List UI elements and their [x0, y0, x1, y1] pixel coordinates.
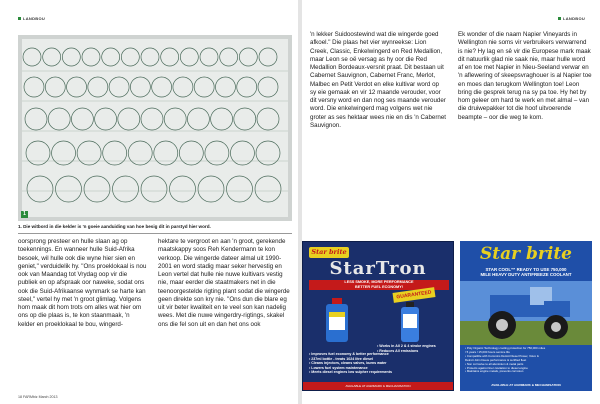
article-column-4 [458, 31, 592, 122]
section-tag: LANDBOU [18, 16, 45, 21]
article-column-1 [18, 238, 148, 329]
ad-footer: AVAILABLE AT AGRIMARK & MECHANISATION [303, 382, 453, 390]
ad-bullet: Detroit John Deere performance & certified fleet [465, 357, 527, 362]
ad-bullet: / 5 years / 15,000 hours service life [465, 349, 510, 354]
ad-availability: AVAILABLE AT AGRIMARK & MECHANISATION [491, 383, 561, 387]
divider [18, 233, 292, 234]
article-text: oorsprong presteer en hulle slaan ag op toekennings. En wanneer hulle Suid-Afrika besoek, wil hulle ook die wyne hier sien en geniet," verduidelik hy. "Ons proeklokaal is nou ook van Maandag tot Vrydag oop vir die publiek en op afspraak oor naweke, sodat ons ook die Suid-Afrikaanse wynmark se harte kan steel," vertel hy met 'n groot glimlag. Volgens hom maak dit hom trots om alles wat hier om ons op die plaas is, te kon staanmaak, 'n kelder en proeklokaal te bou, wingerd- [18, 238, 147, 328]
section-tag: LANDBOU [558, 16, 585, 21]
ad-benefit: • Meets diesel engines low sulpher requirements [309, 370, 392, 375]
bottle-icon [323, 298, 351, 342]
ad-tagline: LESS SMOKE, MORE PERFORMANCE BETTER FUEL ECONOMY! [309, 280, 449, 290]
star-brite-logo: Star brite [480, 244, 572, 264]
article-text: Ek wonder of die naam Napier Vineyards in Wellington nie soms vir verbruikers verwarrend is nie? Hy lag en sê vir die Europese mark maak dit natuurlik glad nie saak nie, maar hulle word af en toe met Napier in Nieu-Seeland verwar en 'n aflewering of skeepsvraghouer is al Napier toe en moes dan terugkom Wellington toe! Leon bring die gesprek terug na sy pa toe. Hy het by hom geleer om hard te werk en met almal – van die druiwepakker tot die hoof uitvoerende beampte – oor die weg te kom. [458, 31, 592, 121]
ad-works-text: • Works in All 2 & 4 stroke engines • Reduces All emissions [377, 344, 436, 353]
article-text: 'n lekker Suidoostewind wat die wingerde goed afkoel." Die plaas het vier wynreekse: Lion Creek, Classic, Enkelwingerd en Red Medallion, maar Leon se oë versag as hy oor die Red Medallion Bordeaux-versnit praat. Dit bestaan uit Cabernet Sauvignon, Cabernet Franc, Merlot, Malbec en Petit Verdot en elke kultivar word op sy eie gemaak en vir 12 maande verouder, voor dit versny word en dan nog ses maande verouder word. Die enkelwingerd mag volgens wet nie groter as ses hektaar wees nie en dis 'n Cabernet Sauvignon. [310, 31, 447, 129]
ad-benefit: • 237ml bottle - treats 1024 litre diesel [309, 356, 373, 361]
star-brite-logo: Star brite [309, 247, 349, 258]
ad-benefits-list [309, 352, 449, 375]
cellar-whiteboard-photo [18, 35, 292, 221]
article-text: hektare te vergroot en aan 'n groot, gerekende maatskappy soos Reh Kendermann te kon verkoop. Die wingerde dateer almal uit 1990-2001 en word stadig maar seker hervestig en Leon vertel dat hulle nie nuwe kultivars vestig nie, maar eerder die staatmakers net in die teenoorgestelde rigting plant sodat die wingerde geen direkte son kry nie. "Ons dun die blare eg uit vir beter kwaliteit en te veel son kan nadelig wees. Met die nuwe wingerdry-rigtings, skakel ons die fel son uit en dan het ons ook [158, 238, 290, 328]
ad-headline: STAR COOL™ READY TO USE 750,000 MILE HEAVY DUTY ANTIFREEZE COOLANT [480, 267, 572, 278]
tractor-icon [460, 281, 592, 345]
left-page [0, 0, 298, 404]
whiteboard-image [18, 35, 292, 221]
photo-number-badge: 1 [21, 211, 28, 218]
ad-benefit: • Cleans injectors, cleans valves, burns water [309, 361, 387, 366]
guaranteed-badge: GUARANTEED [393, 287, 436, 303]
ad-bullet: • Maintains engine metals, prevents corrosion [465, 369, 524, 374]
ad-bullets [465, 347, 587, 374]
startron-advertisement[interactable] [302, 241, 454, 391]
article-column-3 [310, 31, 446, 130]
startron-wordmark: StarTron [329, 258, 427, 279]
article-column-2 [158, 238, 290, 329]
page-folio: 18 FARMbiz March 2013 [18, 395, 58, 399]
photo-caption: 1. Die witbord in die kelder is 'n goeie aanduiding van hoe besig dit in parstyd hier word. [18, 224, 211, 229]
ad-bullet: • Protects against liner cavitation to diesel engine [465, 365, 528, 370]
ad-bullet: • Non corrosive to all aluminium & metal parts [465, 361, 524, 366]
ad-bullet: • Poly Organic Technology cooling protection for 750,000 miles [465, 346, 546, 350]
ad-benefit: • Lowers fuel system maintenance [309, 365, 368, 370]
ad-bullet: • Compatible with Cummins Detroit Diesel Power, Volvo & [465, 353, 539, 358]
bottle-icon [399, 302, 421, 342]
starcool-advertisement[interactable] [460, 241, 592, 391]
ad-benefit: • Improves fuel economy & better performance [309, 352, 389, 356]
